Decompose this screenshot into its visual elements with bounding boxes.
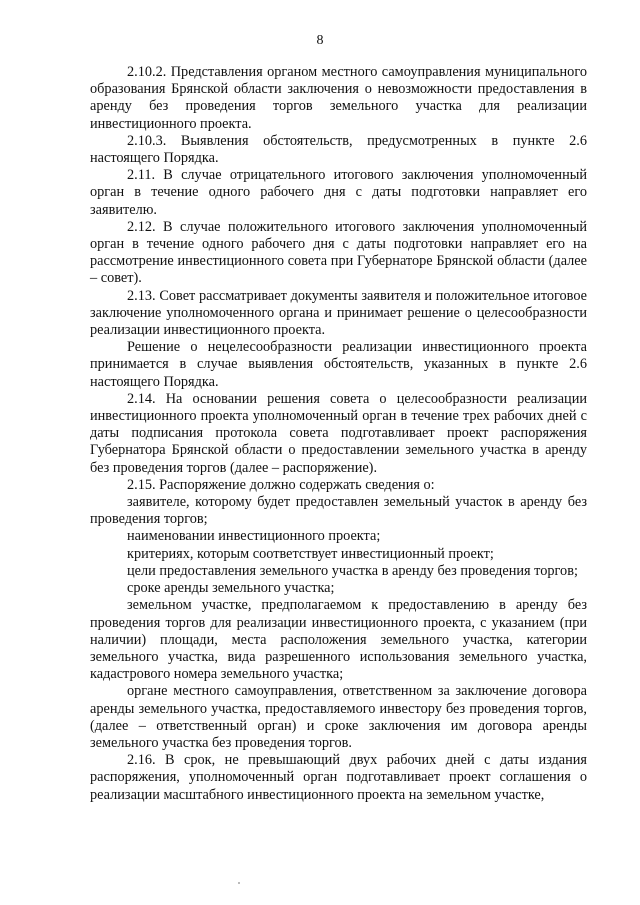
page-number: 8	[316, 33, 324, 48]
paragraph-2-16: 2.16. В срок, не превышающий двух рабочих дней с даты издания распоряжения, уполномоченный орган подготавливает проект соглашения о реализации масштабного инвестиционного проекта на земельном участке,	[90, 752, 587, 803]
list-item-purpose: цели предоставления земельного участка в аренду без проведения торгов;	[127, 562, 578, 579]
list-item-land-plot: земельном участке, предполагаемом к предоставлению в аренду без проведения торгов для реализации инвестиционного проекта, с указанием (при наличии) площади, места расположения земельного участка, категории земельного участка, вида разрешенного использования земельного участка, кадастрового номера земельного участка;	[90, 597, 587, 683]
document-body	[90, 64, 587, 804]
paragraph-2-11: 2.11. В случае отрицательного итогового заключения уполномоченный орган в течение одного рабочего дня с даты подготовки направляет его заявителю.	[90, 167, 587, 218]
paragraph-2-10-3: 2.10.3. Выявления обстоятельств, предусмотренных в пункте 2.6 настоящего Порядка.	[90, 132, 587, 167]
paragraph-decision: Решение о нецелесообразности реализации инвестиционного проекта принимается в случае выявления обстоятельств, указанных в пункте 2.6 настоящего Порядка.	[90, 339, 587, 390]
scan-speck	[238, 882, 240, 884]
paragraph-2-13: 2.13. Совет рассматривает документы заявителя и положительное итоговое заключение уполномоченного органа и принимает решение о целесообразности реализации инвестиционного проекта.	[90, 287, 587, 339]
list-item-responsible-body: органе местного самоуправления, ответственном за заключение договора аренды земельного участка, предоставляемого инвестору без проведения торгов, (далее – ответственный орган) и сроке заключения им договора аренды земельного участка без проведения торгов.	[90, 683, 587, 751]
list-item-criteria: критериях, которым соответствует инвестиционный проект;	[127, 545, 494, 562]
paragraph-2-10-2: 2.10.2. Представления органом местного самоуправления муниципального образования Брянской области заключения о невозможности предоставления в аренду без проведения торгов земельного участка для реализации инвестиционного проекта.	[90, 64, 587, 132]
list-item-project-name: наименовании инвестиционного проекта;	[127, 528, 381, 545]
paragraph-2-14: 2.14. На основании решения совета о целесообразности реализации инвестиционного проекта уполномоченный орган в течение трех рабочих дней с даты подписания протокола совета подготавливает проект распоряжения Губернатора Брянской области о предоставлении земельного участка в аренду без проведения торгов (далее – распоряжение).	[90, 390, 587, 476]
list-item-applicant: заявителе, которому будет предоставлен земельный участок в аренду без проведения торгов;	[90, 494, 587, 528]
paragraph-2-12: 2.12. В случае положительного итогового заключения уполномоченный орган в течение одного рабочего дня с даты подготовки направляет его на рассмотрение инвестиционного совета при Губернаторе Брянской области (далее – совет).	[90, 218, 587, 287]
list-item-lease-term: сроке аренды земельного участка;	[127, 580, 335, 597]
paragraph-2-15: 2.15. Распоряжение должно содержать сведения о:	[127, 476, 435, 493]
